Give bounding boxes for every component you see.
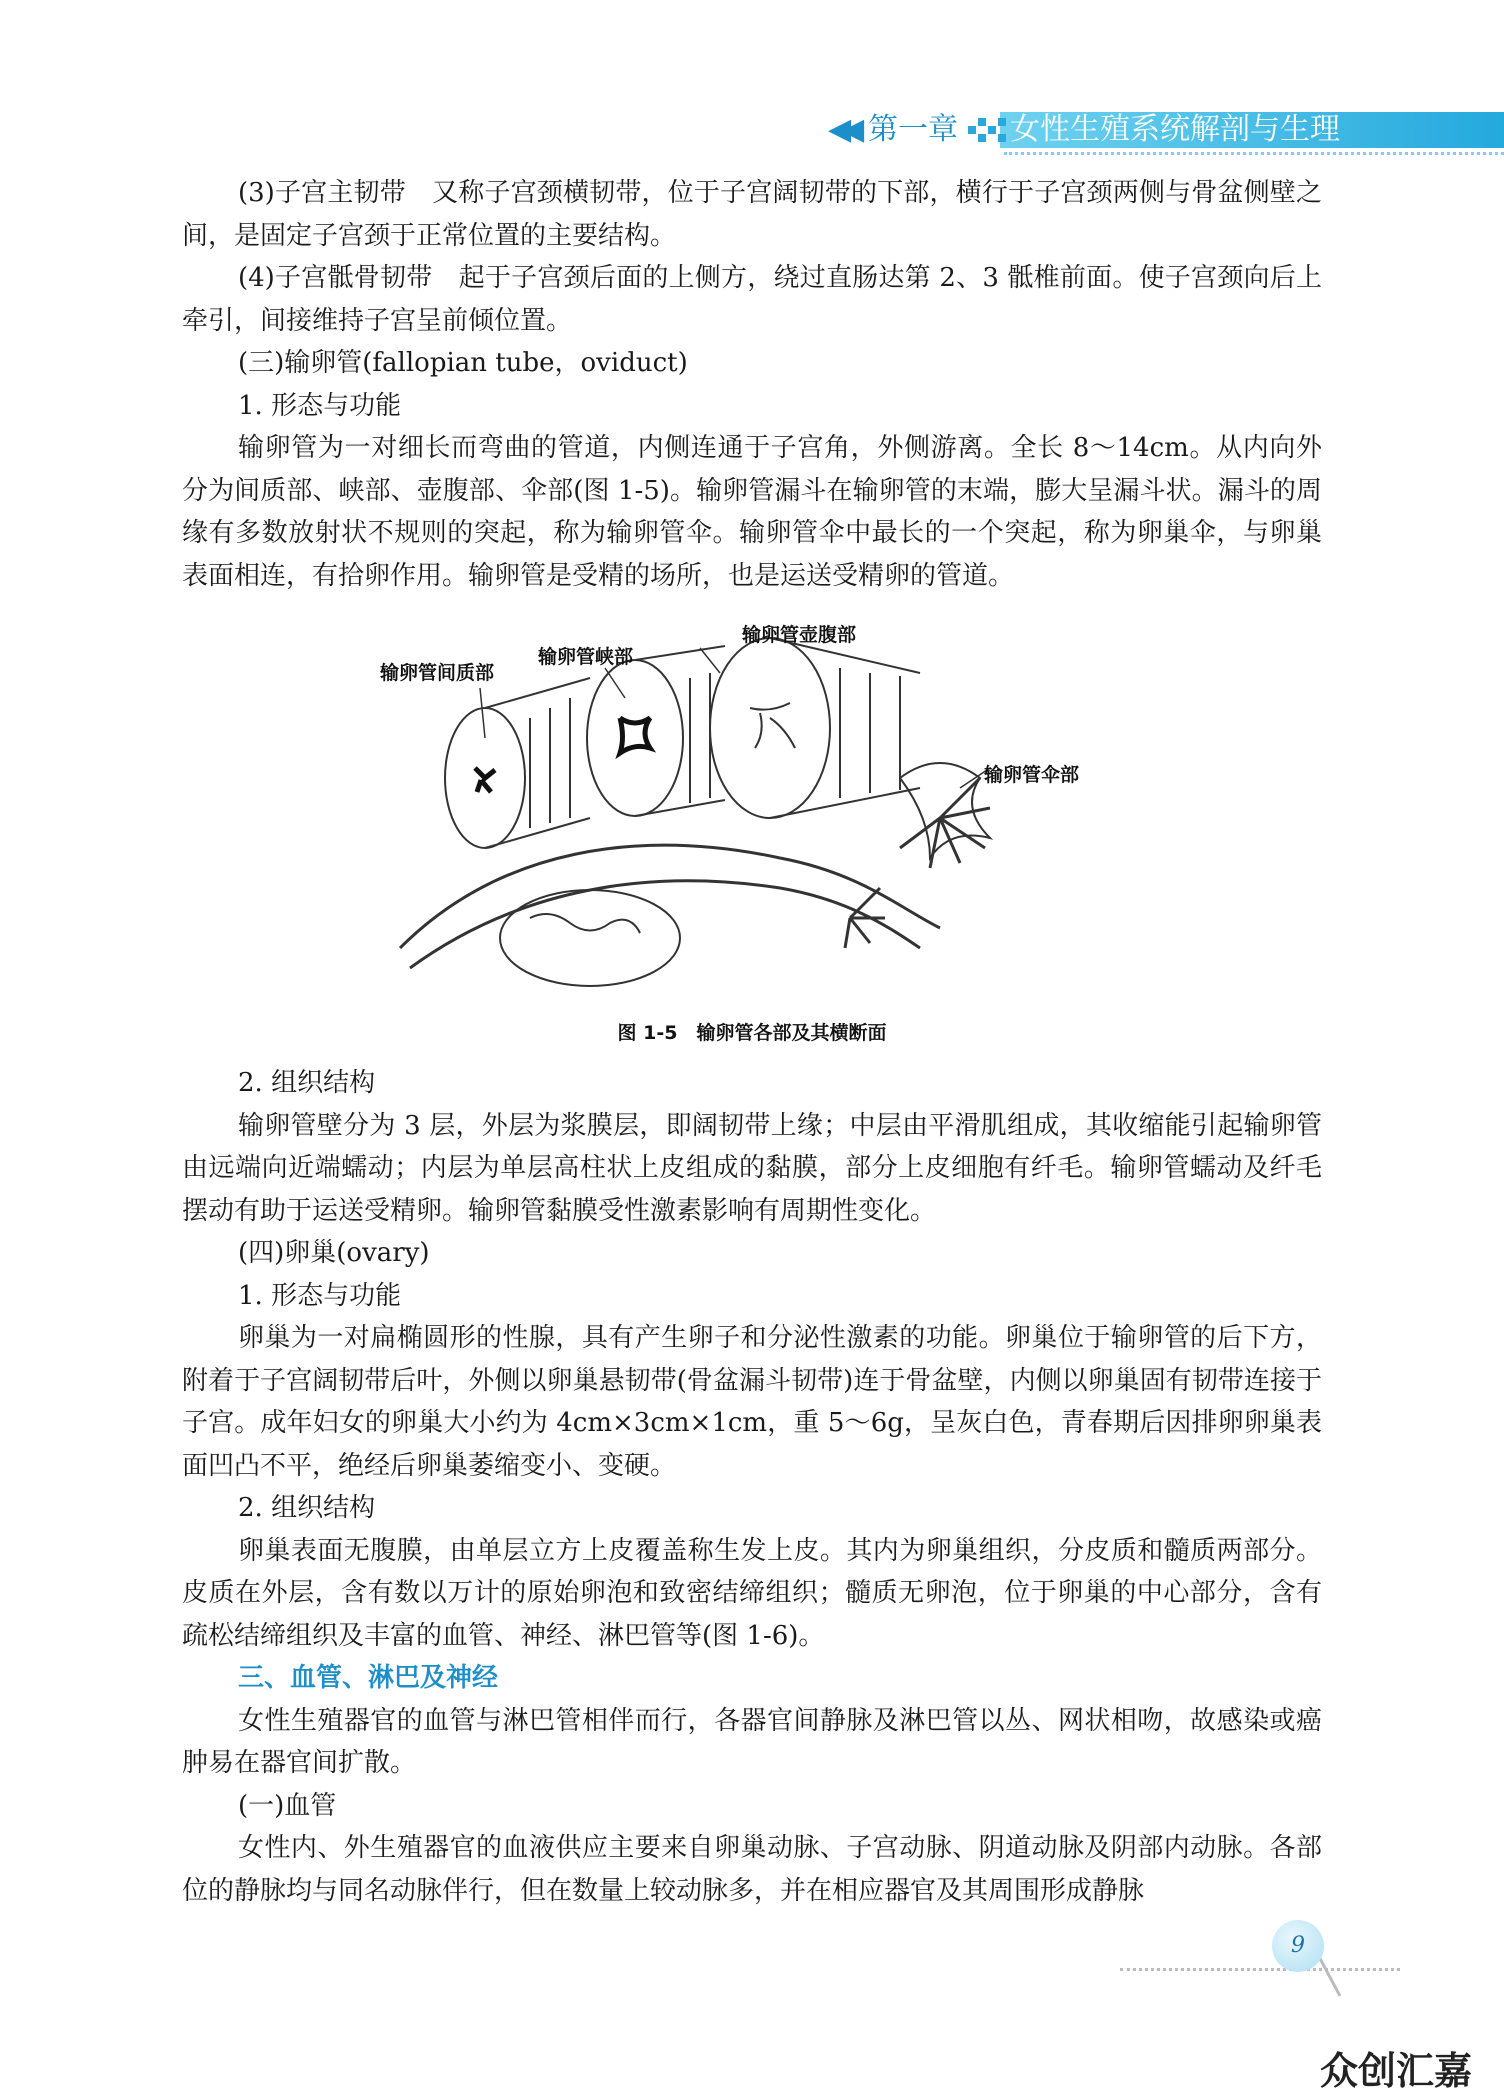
subheading-tissue-structure: 2. 组织结构 <box>238 1068 376 1098</box>
subheading-fallopian-tube: (三)输卵管(fallopian tube，oviduct) <box>238 348 688 378</box>
footer-dotted-rule <box>1120 1968 1400 1971</box>
subheading-form-function: 1. 形态与功能 <box>238 390 402 421</box>
subheading-ovary-form: 1. 形态与功能 <box>238 1280 402 1311</box>
label-interstitial: 输卵管间质部 <box>380 662 495 684</box>
paragraph-ovary-tissue: 卵巢表面无腹膜，由单层立方上皮覆盖称生发上皮。其内为卵巢组织，分皮质和髓质两部分。皮质在外层，含有数以万计的原始卵泡和致密结缔组织；髓质无卵泡，位于卵巢的中心部分，含有疏松结缔组织及丰富的血管、神经、淋巴管等(图 1-6)。 <box>182 1535 1322 1651</box>
watermark-text: 众创汇嘉 <box>1320 2049 1473 2093</box>
page-body-top <box>182 172 1322 597</box>
double-arrow-icon: ◀◀ <box>828 112 855 147</box>
paragraph-main-ligament: (3)子宫主韧带 又称子宫颈横韧带，位于子宫阔韧带的下部，横行于子宫颈两侧与骨盆侧壁之间，是固定子宫颈于正常位置的主要结构。 <box>182 178 1322 251</box>
subheading-ovary-tissue: 2. 组织结构 <box>238 1493 376 1523</box>
label-ampulla: 输卵管壶腹部 <box>742 624 857 646</box>
paragraph-blood-supply: 女性内、外生殖器官的血液供应主要来自卵巢动脉、子宫动脉、阴道动脉及阴部内动脉。各部位的静脉均与同名动脉伴行，但在数量上较动脉多，并在相应器官及其周围形成静脉 <box>182 1833 1322 1906</box>
paragraph-tube-layers: 输卵管壁分为 3 层，外层为浆膜层，即阔韧带上缘；中层由平滑肌组成，其收缩能引起输卵管由远端向近端蠕动；内层为单层高柱状上皮组成的黏膜，部分上皮细胞有纤毛。输卵管蠕动及纤毛摆动有助于运送受精卵。输卵管黏膜受性激素影响有周期性变化。 <box>182 1110 1322 1226</box>
label-isthmus: 输卵管峡部 <box>538 646 634 668</box>
subheading-blood-vessels: (一)血管 <box>238 1790 337 1821</box>
label-fimbria: 输卵管伞部 <box>984 764 1080 786</box>
page-body-bottom <box>182 1062 1322 1912</box>
figure-fallopian-tube <box>380 618 1100 1003</box>
chapter-title: 女性生殖系统解剖与生理 <box>1010 112 1340 147</box>
page-number-area <box>1100 1920 1400 2000</box>
checker-squares-icon <box>968 116 1008 144</box>
paragraph-uterosacral-ligament: (4)子宫骶骨韧带 起于子宫颈后面的上侧方，绕过直肠达第 2、3 骶椎前面。使子宫颈向后上牵引，间接维持子宫呈前倾位置。 <box>182 263 1322 336</box>
paragraph-vessels-intro: 女性生殖器官的血管与淋巴管相伴而行，各器官间静脉及淋巴管以丛、网状相吻，故感染或癌肿易在器官间扩散。 <box>182 1705 1322 1778</box>
figure-caption: 图 1-5 输卵管各部及其横断面 <box>617 1022 887 1044</box>
header-dotted-rule <box>1004 152 1504 155</box>
chapter-header <box>820 108 1504 152</box>
page-number: 9 <box>1272 1920 1324 1972</box>
chapter-label: 第一章 <box>868 112 958 147</box>
paragraph-ovary-description: 卵巢为一对扁椭圆形的性腺，具有产生卵子和分泌性激素的功能。卵巢位于输卵管的后下方，附着于子宫阔韧带后叶，外侧以卵巢悬韧带(骨盆漏斗韧带)连于骨盆壁，内侧以卵巢固有韧带连接于子宫。成年妇女的卵巢大小约为 4cm×3cm×1cm，重 5～6g，呈灰白色，青春期后因排卵卵巢表面凹凸不平，绝经后卵巢萎缩变小、变硬。 <box>182 1323 1322 1481</box>
section-heading-vessels: 三、血管、淋巴及神经 <box>238 1663 499 1693</box>
paragraph-tube-description: 输卵管为一对细长而弯曲的管道，内侧连通于子宫角，外侧游离。全长 8～14cm。从内向外分为间质部、峡部、壶腹部、伞部(图 1-5)。输卵管漏斗在输卵管的末端，膨大呈漏斗状。漏斗的周缘有多数放射状不规则的突起，称为输卵管伞。输卵管伞中最长的一个突起，称为卵巢伞，与卵巢表面相连，有拾卵作用。输卵管是受精的场所，也是运送受精卵的管道。 <box>182 433 1322 591</box>
subheading-ovary: (四)卵巢(ovary) <box>238 1238 430 1268</box>
